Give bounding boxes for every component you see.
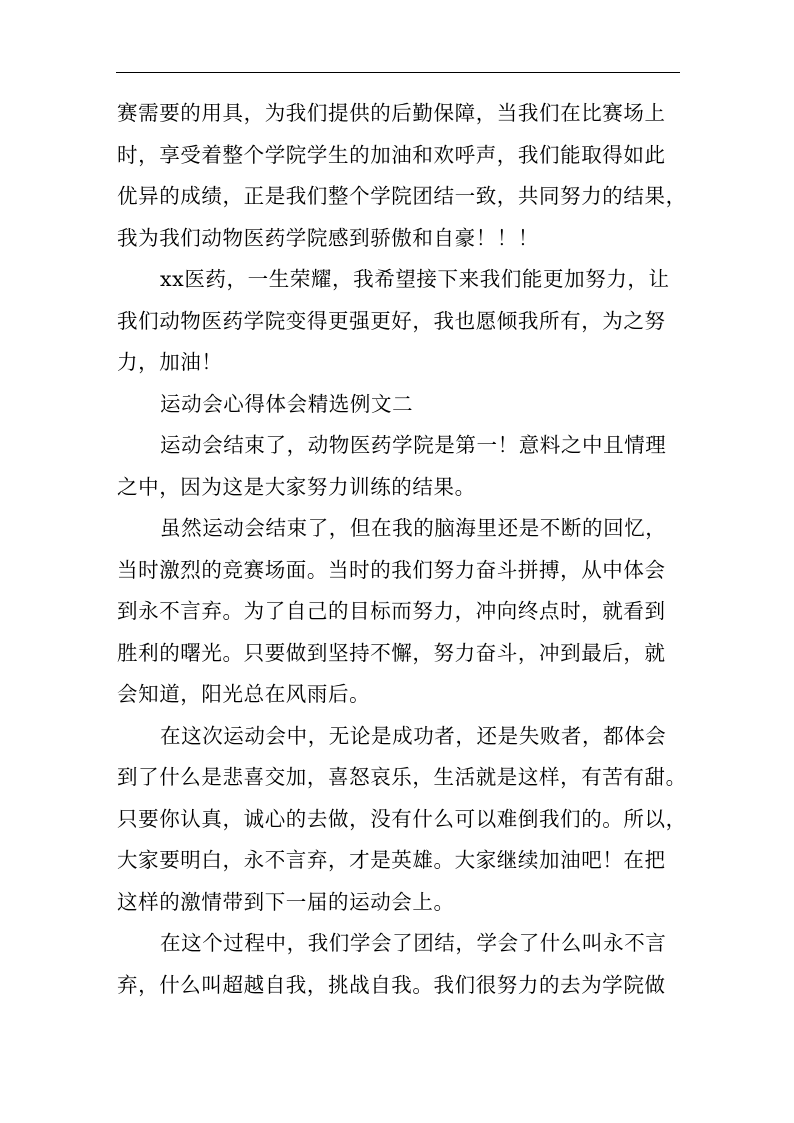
text-line: 优异的成绩，正是我们整个学院团结一致，共同努力的结果， [117,184,687,208]
text-line: 弃，什么叫超越自我，挑战自我。我们很努力的去为学院做 [117,972,666,997]
text-line: 我们动物医药学院变得更强更好，我也愿倾我所有，为之努 [117,308,666,333]
text-line: 我为我们动物医药学院感到骄傲和自豪！！！ [117,225,539,250]
section-heading: 运动会心得体会精选例文二 [160,391,414,416]
text-line: 到永不言弃。为了自己的目标而努力，冲向终点时，就看到 [117,599,666,623]
text-line: 之中，因为这是大家努力训练的结果。 [117,474,476,499]
text-line: 时，享受着整个学院学生的加油和欢呼声，我们能取得如此 [117,142,666,167]
text-line: 赛需要的用具，为我们提供的后勤保障，当我们在比赛场上 [117,101,666,125]
text-line: 虽然运动会结束了，但在我的脑海里还是不断的回忆， [160,516,667,540]
text-line: 只要你认真，诚心的去做，没有什么可以难倒我们的。所以， [117,806,687,831]
text-line: 胜利的曙光。只要做到坚持不懈，努力奋斗，冲到最后，就 [117,640,666,665]
text-line: 在这个过程中，我们学会了团结，学会了什么叫永不言 [160,931,667,955]
text-line: 到了什么是悲喜交加，喜怒哀乐，生活就是这样，有苦有甜。 [117,765,687,789]
text-line: 在这次运动会中，无论是成功者，还是失败者，都体会 [160,723,667,748]
text-line: 当时激烈的竞赛场面。当时的我们努力奋斗拼搏，从中体会 [117,557,666,582]
header-rule [116,72,680,73]
text-line: 会知道，阳光总在风雨后。 [117,682,371,706]
text-line: 运动会结束了，动物医药学院是第一！意料之中且情理 [160,433,667,457]
document-body [117,93,687,1006]
text-line: xx医药，一生荣耀，我希望接下来我们能更加努力，让 [160,267,670,291]
text-line: 力，加油！ [117,350,223,374]
text-line: 大家要明白，永不言弃，才是英雄。大家继续加油吧！在把 [117,848,666,872]
text-line: 这样的激情带到下一届的运动会上。 [117,889,455,914]
